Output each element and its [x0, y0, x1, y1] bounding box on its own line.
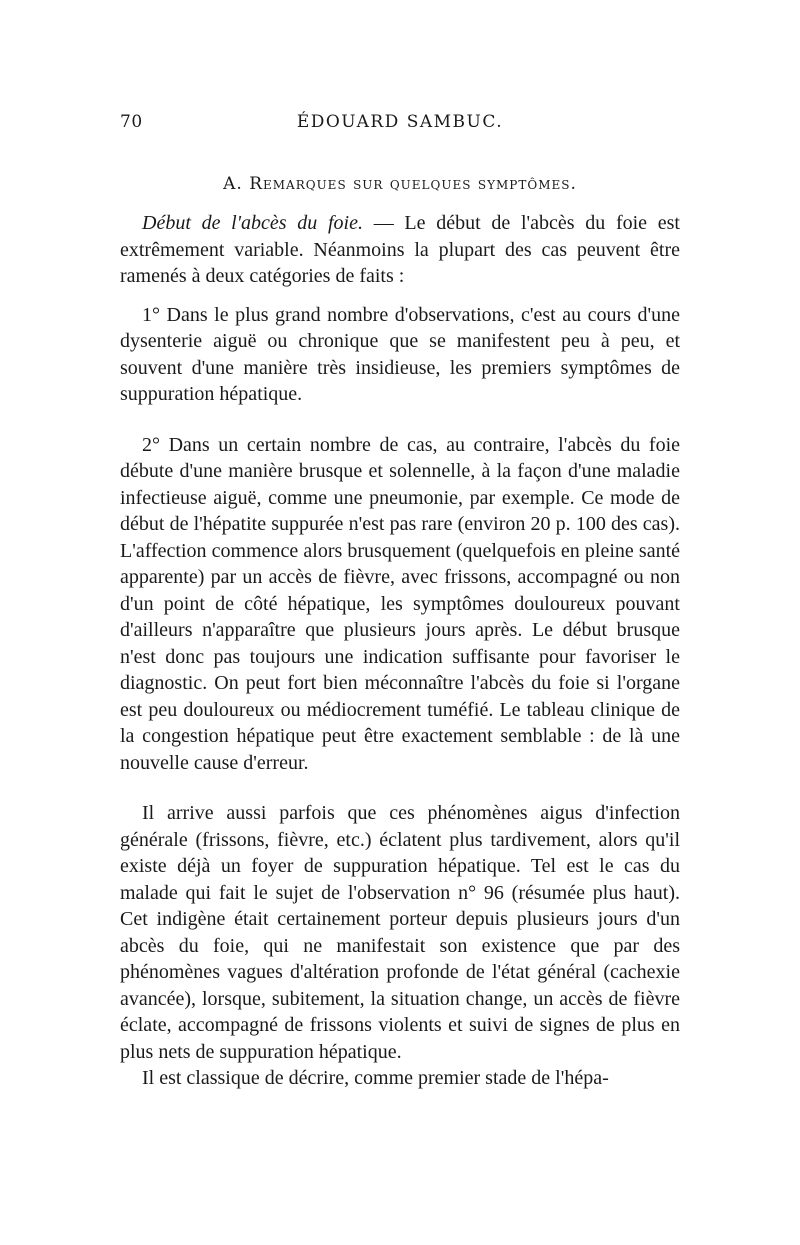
paragraph-first-category: 1° Dans le plus grand nombre d'observations, c'est au cours d'une dysenterie aiguë ou chronique que se manifestent peu à peu, et souvent d'une manière très insidieuse, les premiers symptômes de suppuration hépatique. [120, 303, 680, 405]
paragraph-lead-in: Début de l'abcès du foie. [142, 212, 363, 234]
section-title: Remarques sur quelques symptômes. [249, 174, 577, 194]
paragraph-debut [120, 210, 680, 290]
running-title: ÉDOUARD SAMBUC. [296, 112, 504, 132]
paragraph-second-category: 2° Dans un certain nombre de cas, au contraire, l'abcès du foie débute d'une manière brusque et solennelle, à la façon d'une maladie infectieuse aiguë, comme une pneumonie, par exemple. Ce mode de début de l'hépatite suppurée n'est pas rare (environ 20 p. 100 des cas). L'affection commence alors brusquement (quelquefois en pleine santé apparente) par un accès de fièvre, avec frissons, accompagné ou non d'un point de côté hépatique, les symptômes douloureux pouvant d'ailleurs n'apparaître que plusieurs jours après. Le début brusque n'est donc pas toujours une indication suffisante pour favoriser le diagnostic. On peut fort bien méconnaître l'abcès du foie si l'organe est peu douloureux ou médiocrement tuméfié. Le tableau clinique de la congestion hépatique peut être exactement semblable : de là une nouvelle cause d'erreur. [120, 433, 680, 774]
body-text [120, 210, 680, 1092]
page [120, 112, 680, 1092]
running-head [120, 112, 680, 142]
paragraph-text: — Le début de l'abcès du foie est extrêmement variable. Néanmoins la plupart des cas peuvent être ramenés à deux catégories de faits : [120, 212, 680, 287]
section-label: A. [223, 174, 243, 194]
section-heading [120, 174, 680, 194]
page-number: 70 [120, 112, 143, 132]
paragraph-late-onset: Il arrive aussi parfois que ces phénomènes aigus d'infection générale (frissons, fièvre, etc.) éclatent plus tardivement, alors qu'il existe déjà un foyer de suppuration hépatique. Tel est le cas du malade qui fait le sujet de l'observation n° 96 (résumée plus haut). Cet indigène était certainement porteur depuis plusieurs jours d'un abcès du foie, qui ne manifestait son existence que par des phénomènes vagues d'altération profonde de l'état général (cachexie avancée), lorsque, subitement, la situation change, un accès de fièvre éclate, accompagné de frissons violents et suivi de signes de plus en plus nets de suppuration hépatique. [120, 802, 680, 1063]
paragraph-continued: Il est classique de décrire, comme premier stade de l'hépa- [142, 1067, 609, 1089]
